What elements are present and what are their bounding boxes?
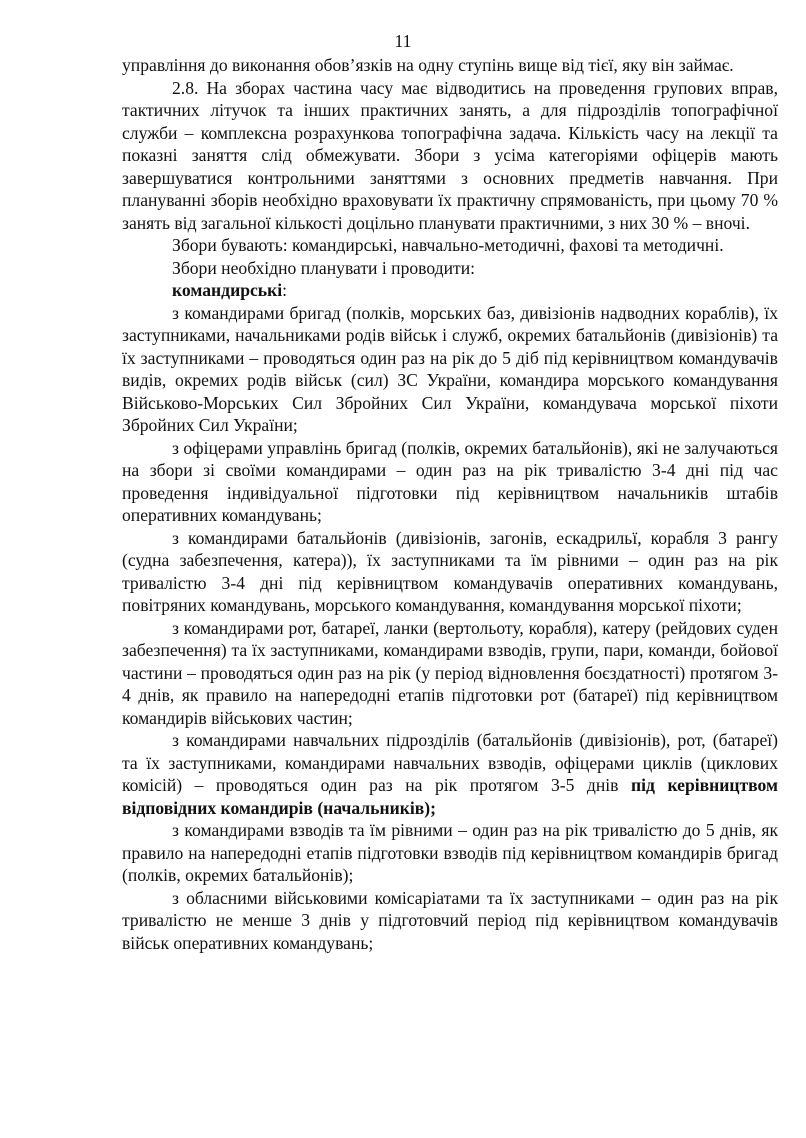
paragraph-text: з командирами навчальних підрозділів (батальйонів (дивізіонів), рот, (батареї) та їх заступниками, командирами навчальних взводів, офіцерами циклів (циклових комісій) – проводяться один раз на рік протягом 3-5 днів	[122, 730, 778, 795]
paragraph: з командирами рот, батареї, ланки (вертольоту, корабля), катеру (рейдових суден забезпечення) та їх заступниками, командирами взводів, групи, пари, команди, бойової частини – проводяться один раз на рік (у період відновлення боєздатності) протягом 3-4 днів, як правило на напередодні етапів підготовки рот (батареї) під керівництвом командирів військових частин;	[122, 617, 778, 728]
paragraph: з командирами батальйонів (дивізіонів, загонів, ескадрильї, корабля 3 рангу (судна забезпечення, катера)), їх заступниками та їм рівними – один раз на рік тривалістю 3-4 дні під керівництвом командувачів оперативних командувань, повітряних командувань, морського командування, командування морської піхоти;	[122, 527, 778, 615]
heading-bold: командирські	[172, 280, 283, 300]
paragraph: з командирами взводів та їм рівними – один раз на рік тривалістю до 5 днів, як правило на напередодні етапів підготовки взводів під керівництвом командирів бригад (полків, окремих батальйонів);	[122, 820, 778, 885]
document-body	[122, 54, 778, 954]
page-number: 11	[394, 31, 412, 51]
bold-phrase: під керівництвом відповідних командирів (начальників);	[122, 775, 779, 818]
paragraph: Збори бувають: командирські, навчально-методичні, фахові та методичні.	[172, 235, 724, 255]
paragraph: з командирами бригад (полків, морських баз, дивізіонів надводних кораблів), їх заступниками, начальниками родів військ і служб, окремих батальйонів (дивізіонів) та їх заступниками – проводяться один раз на рік до 5 діб під керівництвом командувачів видів, окремих родів військ (сил) ЗС України, командира морського командування Військово-Морських Сил Збройних Сил України, командувача морської піхоти Збройних Сил України;	[122, 302, 778, 435]
paragraph: з обласними військовими комісаріатами та їх заступниками – один раз на рік тривалістю не менше 3 днів у підготовчий період під керівництвом командувачів військ оперативних командувань;	[122, 887, 778, 953]
paragraph: управління до виконання обов’язків на одну ступінь вище від тієї, яку він займає.	[122, 55, 734, 75]
paragraph-heading	[122, 279, 778, 302]
paragraph: з офіцерами управлінь бригад (полків, окремих батальйонів), які не залучаються на збори зі своїми командирами – один раз на рік тривалістю 3-4 дні під час проведення індивідуальної підготовки під керівництвом начальників штабів оперативних командувань;	[122, 437, 778, 525]
paragraph: 2.8. На зборах частина часу має відводитись на проведення групових вправ, тактичних літучок та інших практичних занять, а для підрозділів топографічної служби – комплексна розрахункова топографічна задача. Кількість часу на лекції та показні заняття слід обмежувати. Збори з усіма категоріями офіцерів мають завершуватися контрольними заняттями з основних предметів навчання. При плануванні зборів необхідно враховувати їх практичну спрямованість, при цьому 70 % занять від загальної кількості доцільно планувати практичними, з них 30 % – вночі.	[122, 77, 778, 233]
heading-colon: :	[282, 280, 288, 300]
paragraph	[122, 729, 778, 819]
paragraph: Збори необхідно планувати і проводити:	[172, 257, 476, 278]
